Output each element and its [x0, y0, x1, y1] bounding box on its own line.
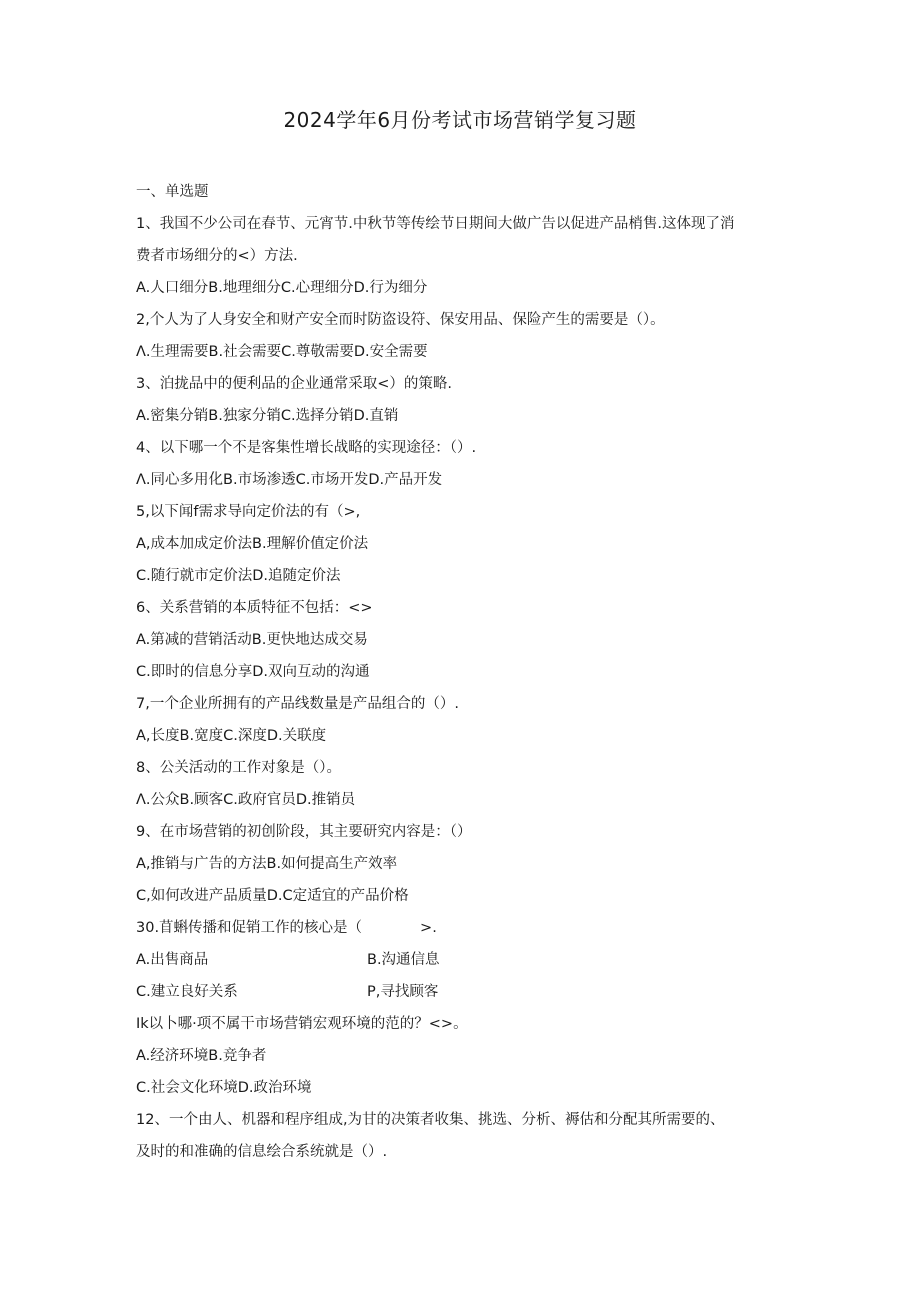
document-title: 2024学年6月份考试市场营销学复习题	[283, 108, 637, 132]
question-3-options: A.密集分销B.独家分销C.选择分销D.直销	[136, 408, 399, 424]
question-9-text: 9、在市场营销的初创阶段，其主要研究内容是：（）	[136, 824, 472, 840]
question-2-text: 2,个人为了人身安全和财产安全而时防盗设符、保安用品、保险产生的需要是（）。	[136, 312, 665, 328]
question-7-text: 7,一个企业所拥有的产品线数量是产品组合的（）.	[136, 696, 459, 712]
question-6-options-1: A.第减的营销活动B.更快地达成交易	[136, 632, 368, 648]
question-11-options-2: C.社会文化环境D.政治环境	[136, 1080, 312, 1096]
question-12-text: 12、一个由人、机器和程序组成,为甘的决策者收集、挑选、分析、褥估和分配其所需要的、	[136, 1112, 725, 1128]
question-5-options-2: C.随行就市定价法D.追随定价法	[136, 568, 341, 584]
question-10-text: 30.苜蝌传播和促销工作的核心是（ >.	[136, 920, 437, 936]
question-6-text: 6、关系营销的本质特征不包括：<>	[136, 600, 373, 616]
question-8-text: 8、公关活动的工作对象是（）。	[136, 760, 341, 776]
section-heading: 一、单选题	[136, 184, 209, 200]
question-7-options: A,长度B.宽度C.深度D.关联度	[136, 728, 327, 744]
question-10-options-row-2	[136, 976, 786, 1008]
question-4-options: Λ.同心多用化B.市场渗透C.市场开发D.产品开发	[136, 472, 443, 488]
question-9-options-2: C,如何改进产品质量D.C定适宜的产品价格	[136, 888, 409, 904]
question-1-text-cont: 费者市场细分的<）方法.	[136, 248, 298, 264]
question-1-text: 1、我国不少公司在春节、元宵节.中秋节等传绘节日期间大做广告以促进产品梢售.这体现了消	[136, 216, 735, 232]
question-5-options-1: A,成本加成定价法B.理解价值定价法	[136, 536, 369, 552]
question-12-text-cont: 及时的和准确的信息绘合系统就是（）.	[136, 1144, 388, 1160]
option-c: C.建立良好关系	[136, 984, 238, 1000]
option-d: P,寻找顾客	[367, 984, 439, 1000]
question-9-options-1: A,推销与广告的方法B.如何提高生产效率	[136, 856, 398, 872]
question-11-options-1: A.经济环境B.竞争者	[136, 1048, 267, 1064]
question-4-text: 4、以下哪一个不是客集性增长战略的实现途径：（）.	[136, 440, 477, 456]
document-body	[136, 176, 786, 1168]
question-1-options: A.人口细分B.地理细分C.心理细分D.行为细分	[136, 280, 428, 296]
option-a: A.出售商品	[136, 952, 209, 968]
question-10-options-row-1	[136, 944, 786, 976]
question-2-options: Λ.生理需要B.社会需要C.尊敬需要D.安全需要	[136, 344, 428, 360]
question-5-text: 5,以下闻f需求导向定价法的有（>,	[136, 504, 361, 520]
question-6-options-2: C.即时的信息分享D.双向互动的沟通	[136, 664, 370, 680]
question-8-options: Λ.公众B.顾客C.政府官员D.推销员	[136, 792, 356, 808]
question-11-text: Ik以卜哪·项不属干市场营销宏观环境的范的？<>。	[136, 1016, 468, 1032]
question-3-text: 3、泊拢品中的便利品的企业通常采取<）的策略.	[136, 376, 452, 392]
option-b: B.沟通信息	[367, 952, 440, 968]
